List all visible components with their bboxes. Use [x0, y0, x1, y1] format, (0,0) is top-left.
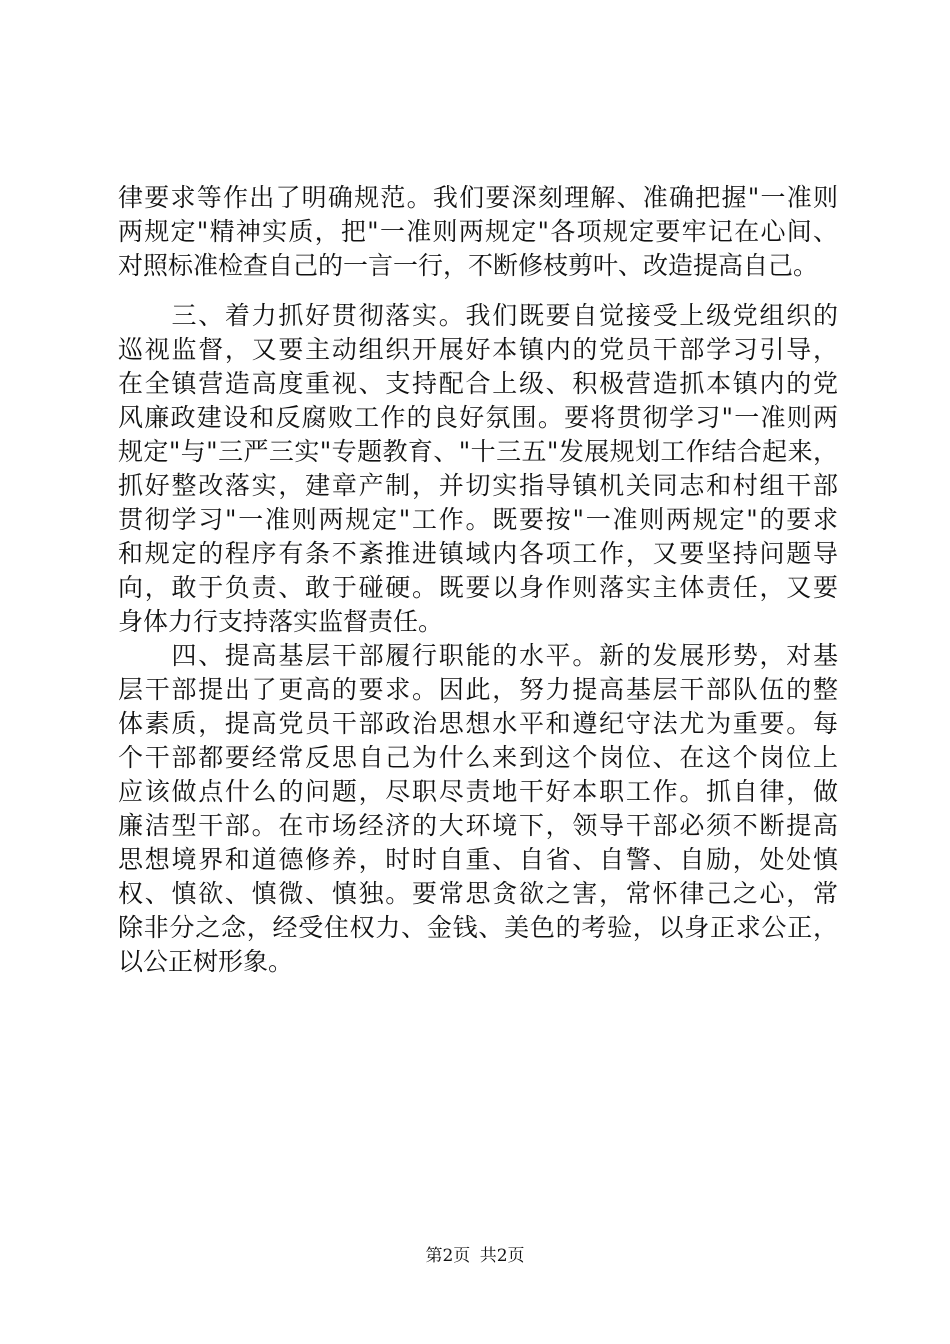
text-line: 以公正树形象。: [118, 947, 294, 976]
text-line: 抓好整改落实，建章产制，并切实指导镇机关同志和村组干部: [118, 471, 838, 500]
text-line: 三、着力抓好贯彻落实。我们既要自觉接受上级党组织的: [118, 301, 838, 330]
page-number: 第2页: [425, 1246, 471, 1266]
text-line: 巡视监督，又要主动组织开展好本镇内的党员干部学习引导，: [118, 335, 838, 364]
text-line: 贯彻学习"一准则两规定"工作。既要按"一准则两规定"的要求: [118, 505, 838, 534]
text-line: 和规定的程序有条不紊推进镇域内各项工作，又要坚持问题导: [118, 539, 838, 568]
text-line: 个干部都要经常反思自己为什么来到这个岗位、在这个岗位上: [118, 743, 838, 772]
text-line: 在全镇营造高度重视、支持配合上级、积极营造抓本镇内的党: [118, 369, 838, 398]
text-line: 身体力行支持落实监督责任。: [118, 607, 444, 636]
text-line: 风廉政建设和反腐败工作的良好氛围。要将贯彻学习"一准则两: [118, 403, 838, 432]
text-line: 应该做点什么的问题，尽职尽责地干好本职工作。抓自律，做: [118, 777, 838, 806]
text-line: 思想境界和道德修养，时时自重、自省、自警、自励，处处慎: [118, 845, 838, 874]
text-line: 对照标准检查自己的一言一行，不断修枝剪叶、改造提高自己。: [118, 251, 819, 280]
text-line: 权、慎欲、慎微、慎独。要常思贪欲之害，常怀律己之心，常: [118, 879, 838, 908]
text-line: 规定"与"三严三实"专题教育、"十三五"发展规划工作结合起来，: [118, 437, 838, 466]
text-line: 除非分之念，经受住权力、金钱、美色的考验，以身正求公正，: [118, 913, 838, 942]
text-line: 两规定"精神实质，把"一准则两规定"各项规定要牢记在心间、: [118, 217, 838, 246]
text-line: 律要求等作出了明确规范。我们要深刻理解、准确把握"一准则: [118, 183, 838, 212]
page-total: 共2页: [479, 1246, 525, 1266]
text-line: 四、提高基层干部履行职能的水平。新的发展形势，对基: [118, 641, 838, 670]
text-line: 体素质，提高党员干部政治思想水平和遵纪守法尤为重要。每: [118, 709, 838, 738]
text-line: 廉洁型干部。在市场经济的大环境下，领导干部必须不断提高: [118, 811, 838, 840]
text-line: 向，敢于负责、敢于碰硬。既要以身作则落实主体责任，又要: [118, 573, 838, 602]
page-footer: [0, 1245, 950, 1267]
text-line: 层干部提出了更高的要求。因此，努力提高基层干部队伍的整: [118, 675, 838, 704]
